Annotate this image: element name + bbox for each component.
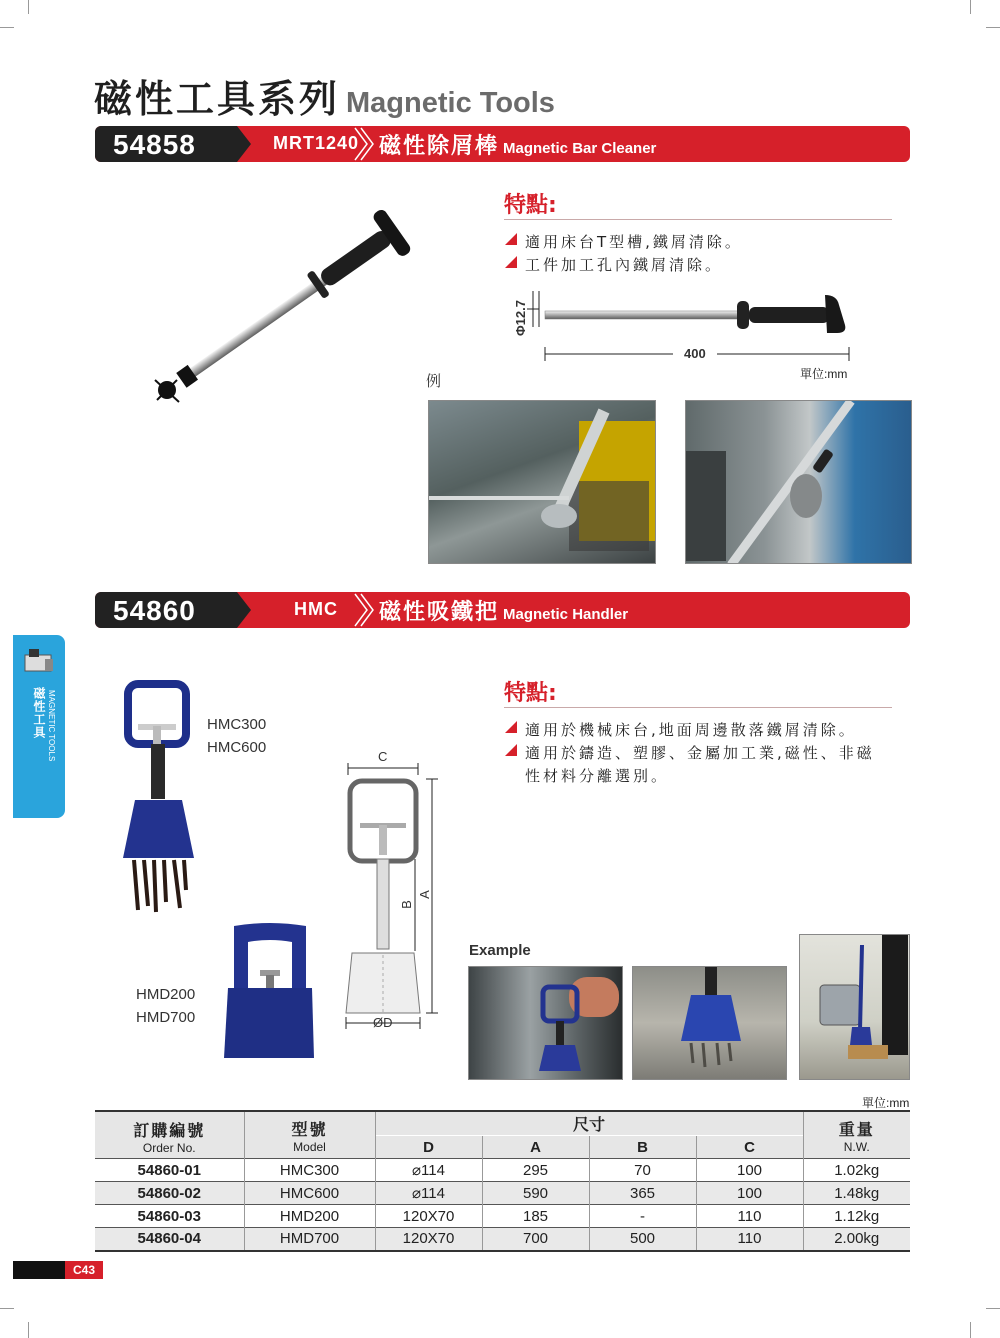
feature-item: 適用床台T型槽,鐵屑清除。 [525, 233, 743, 251]
header-order-no: 訂購編號 Order No. [95, 1111, 244, 1159]
header-dimensions: 尺寸 [375, 1111, 803, 1136]
cell-b: - [589, 1205, 696, 1228]
divider [504, 707, 892, 708]
feature-item: 工件加工孔內鐵屑清除。 [525, 256, 724, 274]
crop-mark [986, 1308, 1000, 1309]
hmc-handler-image [120, 680, 210, 920]
product-name: 磁性吸鐵把 Magnetic Handler [379, 600, 629, 625]
page-title-zh: 磁性工具系列 [94, 77, 341, 121]
crop-mark [986, 27, 1000, 28]
bullet-triangle-icon [505, 721, 517, 733]
dimension-a-label: A [416, 890, 432, 899]
cell-d: ⌀114 [375, 1182, 482, 1205]
table-row [95, 1182, 910, 1205]
dimension-b-label: B [398, 900, 414, 909]
product-model: MRT1240 [272, 133, 360, 153]
cell-model: HMC600 [244, 1182, 375, 1205]
chevron-icon [353, 592, 377, 628]
cell-a: 185 [482, 1205, 589, 1228]
side-tab-label-en: MAGNETIC TOOLS [47, 690, 56, 762]
side-category-tab [13, 635, 65, 818]
cell-model: HMD200 [244, 1205, 375, 1228]
hmd-handler-image [220, 920, 320, 1065]
cell-b: 365 [589, 1182, 696, 1205]
cell-a: 590 [482, 1182, 589, 1205]
cell-model: HMC300 [244, 1159, 375, 1182]
cell-a: 295 [482, 1159, 589, 1182]
crop-mark [0, 27, 14, 28]
crop-mark [28, 1322, 29, 1338]
cell-d: 120X70 [375, 1228, 482, 1251]
header-b: B [589, 1136, 696, 1159]
cell-d: 120X70 [375, 1205, 482, 1228]
cell-order: 54860-01 [137, 1161, 201, 1179]
header-d: D [375, 1136, 482, 1159]
crop-mark [970, 0, 971, 14]
cell-order: 54860-04 [137, 1230, 201, 1248]
magnetic-base-icon [23, 647, 57, 677]
cell-model: HMD700 [244, 1228, 375, 1251]
header-weight: 重量 N.W. [803, 1111, 910, 1159]
example-photo-3 [468, 966, 623, 1080]
example-photo-1 [428, 400, 656, 564]
length-dimension-label: 400 [684, 346, 706, 361]
product-code: 54860 [113, 595, 196, 626]
model-label-hmc300: HMC300 [207, 716, 267, 733]
page-title-en: Magnetic Tools [346, 87, 555, 119]
unit-label: 單位:mm [800, 367, 848, 381]
cell-order: 54860-02 [137, 1184, 201, 1202]
crop-mark [0, 1308, 14, 1309]
cell-c: 100 [696, 1159, 803, 1182]
header-model: 型號 Model [244, 1111, 375, 1159]
feature-item: 適用於鑄造、塑膠、金屬加工業,磁性、非磁 [525, 744, 875, 762]
example-label: Example [469, 942, 531, 959]
page-number-label: C43 [65, 1261, 103, 1279]
dimension-d-label: ØD [373, 1015, 393, 1030]
cell-c: 110 [696, 1228, 803, 1251]
cell-a: 700 [482, 1228, 589, 1251]
cell-nw: 1.02kg [803, 1159, 910, 1182]
magnetic-bar-cleaner-image [145, 190, 445, 415]
table-row [95, 1205, 910, 1228]
diameter-dimension-label: Φ12.7 [513, 300, 528, 336]
cell-d: ⌀114 [375, 1159, 482, 1182]
table-row [95, 1228, 910, 1251]
bullet-triangle-icon [505, 256, 517, 268]
cell-c: 110 [696, 1205, 803, 1228]
product-bar-54860 [95, 592, 910, 628]
cell-nw: 1.48kg [803, 1182, 910, 1205]
cell-nw: 1.12kg [803, 1205, 910, 1228]
product-name: 磁性除屑棒 Magnetic Bar Cleaner [379, 134, 657, 159]
product-code: 54858 [113, 129, 196, 160]
dimension-c-label: C [378, 749, 388, 764]
cell-b: 500 [589, 1228, 696, 1251]
header-c: C [696, 1136, 803, 1159]
header-a: A [482, 1136, 589, 1159]
feature-item: 適用於機械床台,地面周邊散落鐵屑清除。 [525, 721, 857, 739]
divider [504, 219, 892, 220]
feature-item: 性材料分離選別。 [525, 767, 670, 785]
example-label: 例 [426, 373, 442, 390]
features-title: 特點: [504, 681, 557, 706]
crop-mark [28, 0, 29, 14]
product-model: HMC [294, 599, 338, 619]
bar-cleaner-dimension-drawing [505, 285, 860, 370]
chevron-icon [353, 126, 377, 162]
page-number [13, 1261, 103, 1279]
spec-table [95, 1110, 910, 1252]
cell-c: 100 [696, 1182, 803, 1205]
model-label-hmd700: HMD700 [136, 1009, 196, 1026]
example-photo-4 [632, 966, 787, 1080]
table-row [95, 1159, 910, 1182]
product-bar-54858 [95, 126, 910, 162]
example-photo-2 [685, 400, 912, 564]
unit-label: 單位:mm [862, 1096, 910, 1110]
cell-nw: 2.00kg [803, 1228, 910, 1251]
cell-order: 54860-03 [137, 1207, 201, 1225]
side-tab-label: 磁性工具 [32, 687, 46, 739]
bullet-triangle-icon [505, 233, 517, 245]
features-title: 特點: [504, 193, 557, 218]
example-photo-5 [799, 934, 910, 1080]
page-title [94, 68, 555, 123]
model-label-hmd200: HMD200 [136, 986, 196, 1003]
cell-b: 70 [589, 1159, 696, 1182]
model-label-hmc600: HMC600 [207, 739, 267, 756]
bullet-triangle-icon [505, 744, 517, 756]
crop-mark [970, 1322, 971, 1338]
